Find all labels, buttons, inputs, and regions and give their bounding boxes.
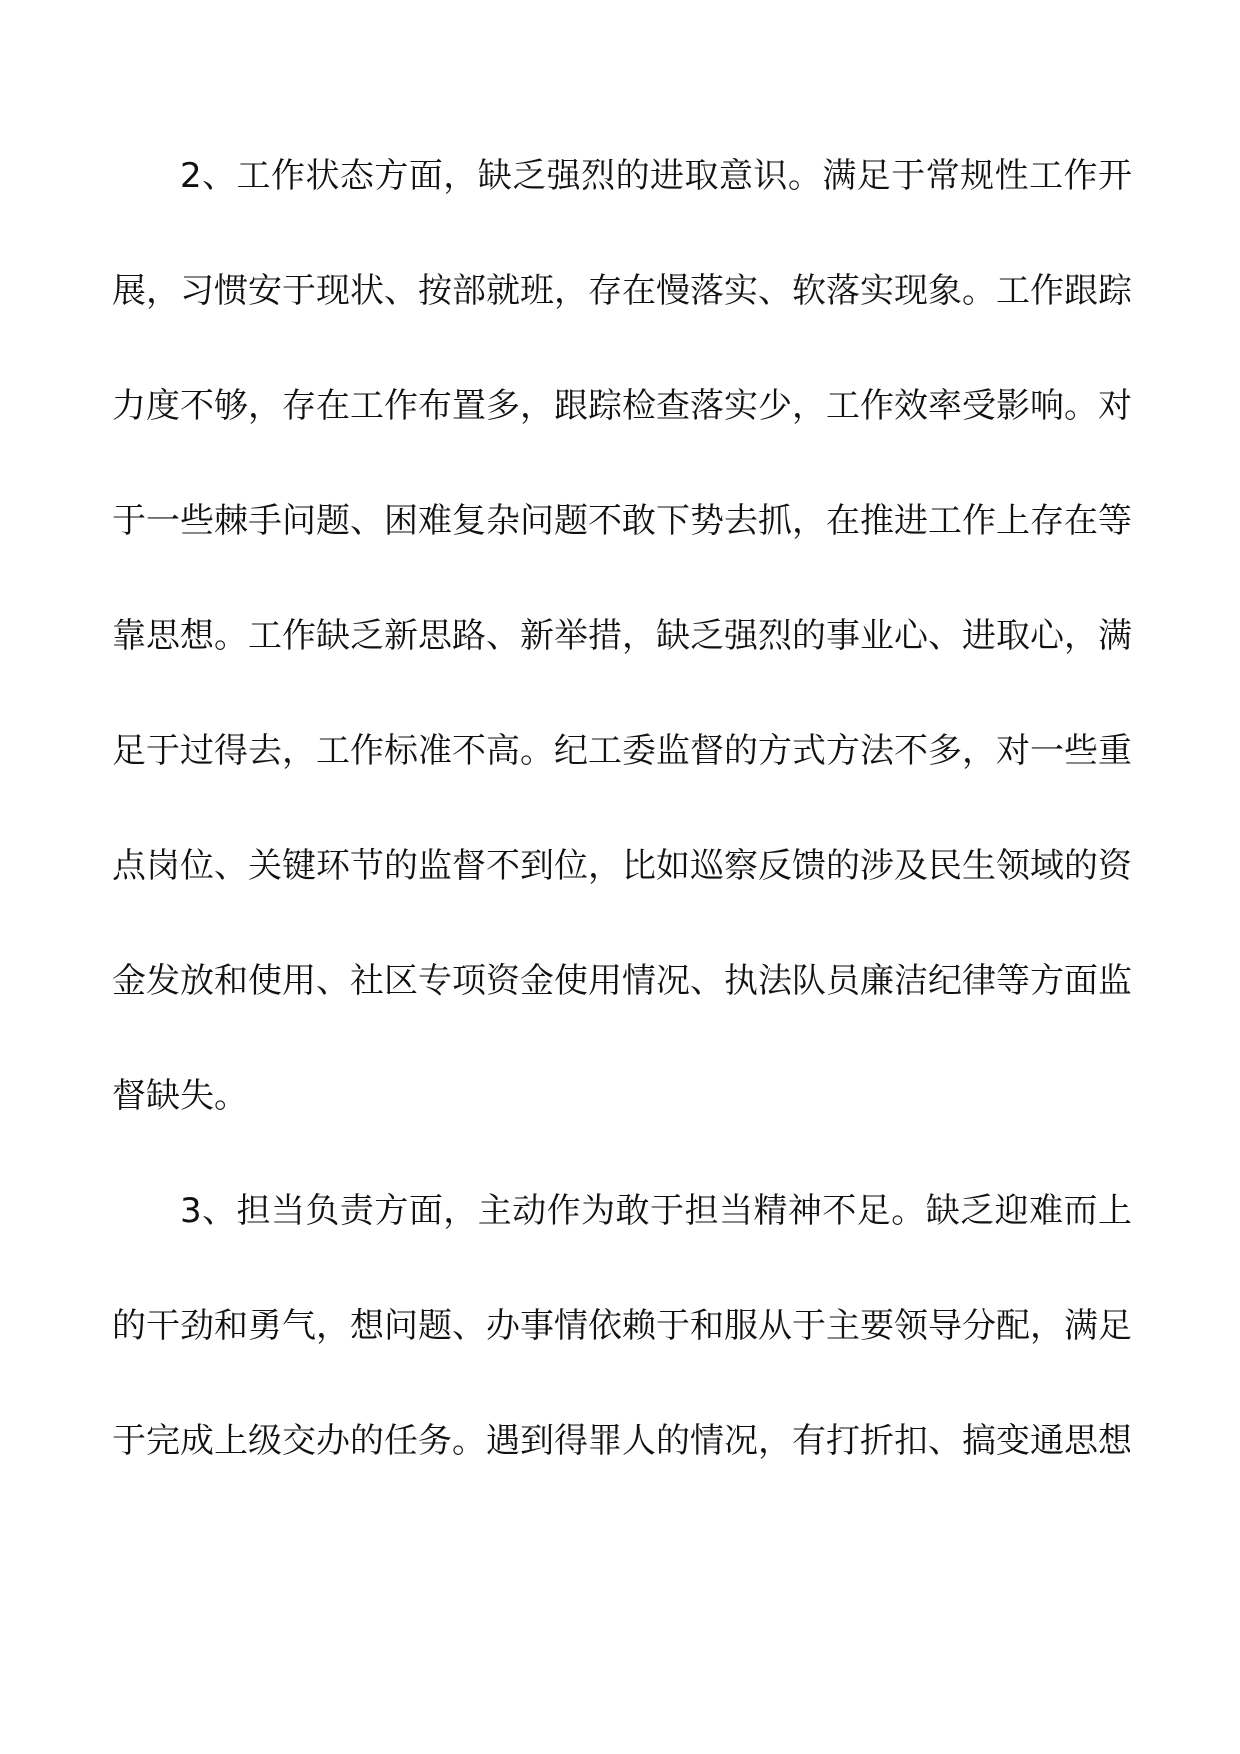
paragraph-2-line-1: 2、工作状态方面，缺乏强烈的进取意识。满足于常规性工作开 (180, 156, 1132, 196)
paragraph-2-line-4: 于一些棘手问题、困难复杂问题不敢下势去抓，在推进工作上存在等 (112, 501, 1132, 541)
paragraph-2-line-2: 展，习惯安于现状、按部就班，存在慢落实、软落实现象。工作跟踪 (112, 271, 1132, 311)
paragraph-2-line-6: 足于过得去，工作标准不高。纪工委监督的方式方法不多，对一些重 (112, 731, 1132, 771)
paragraph-2-line-9: 督缺失。 (112, 1076, 248, 1116)
paragraph-2-line-8: 金发放和使用、社区专项资金使用情况、执法队员廉洁纪律等方面监 (112, 961, 1132, 1001)
paragraph-2-line-7: 点岗位、关键环节的监督不到位，比如巡察反馈的涉及民生领域的资 (112, 846, 1132, 886)
paragraph-3-line-3: 于完成上级交办的任务。遇到得罪人的情况，有打折扣、搞变通思想 (112, 1421, 1132, 1461)
paragraph-3-line-2: 的干劲和勇气，想问题、办事情依赖于和服从于主要领导分配，满足 (112, 1306, 1132, 1346)
paragraph-3-line-1: 3、担当负责方面，主动作为敢于担当精神不足。缺乏迎难而上 (180, 1191, 1132, 1231)
paragraph-2-line-3: 力度不够，存在工作布置多，跟踪检查落实少，工作效率受影响。对 (112, 386, 1132, 426)
paragraph-2-line-5: 靠思想。工作缺乏新思路、新举措，缺乏强烈的事业心、进取心，满 (112, 616, 1132, 656)
